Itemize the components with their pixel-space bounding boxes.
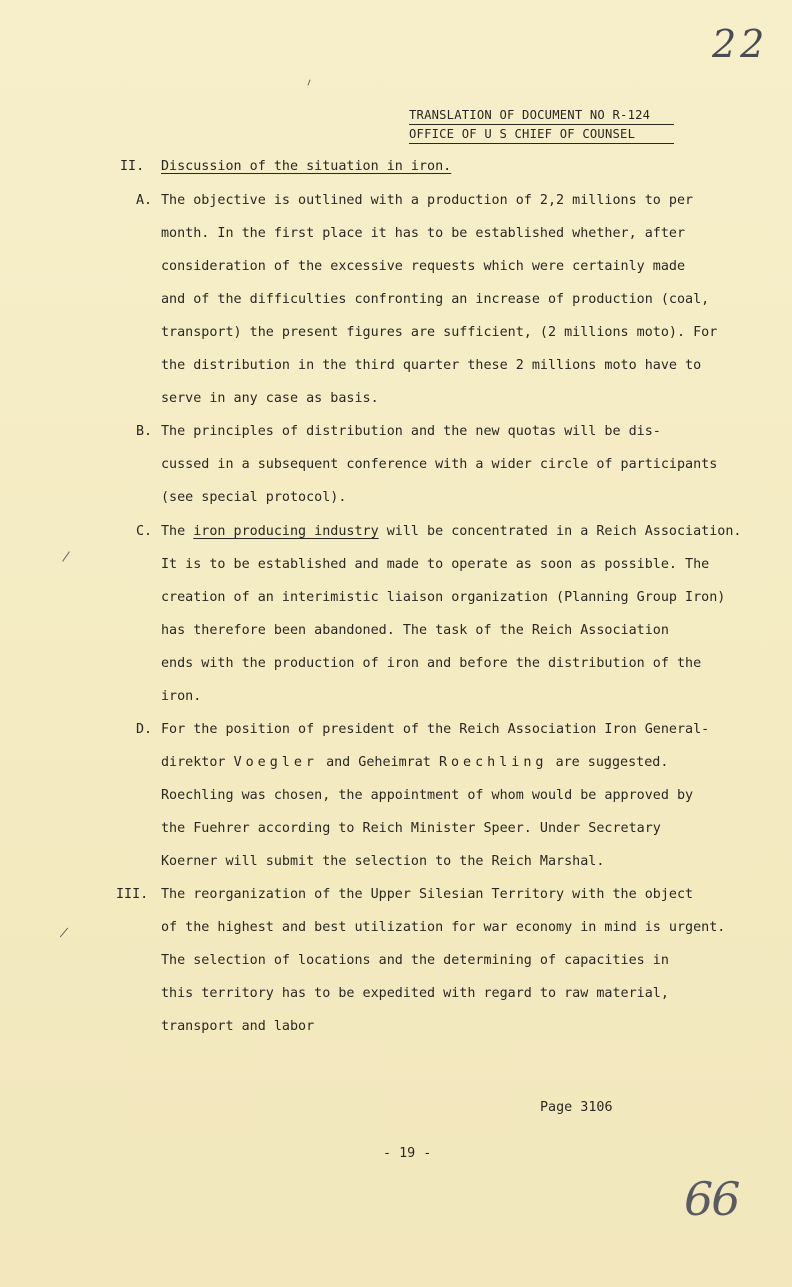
item-d-text: direktor — [161, 755, 226, 770]
handwritten-page-number-bottom: 66 — [684, 1172, 739, 1226]
section-iii-line: this territory has to be expedited with regard to raw material, — [161, 986, 669, 1001]
name-roechling: Roechling — [438, 755, 548, 770]
item-a-line: and of the difficulties confronting an increase of production (coal, — [161, 292, 710, 307]
item-c-text: The — [161, 524, 186, 539]
header-line-1: TRANSLATION OF DOCUMENT NO R-124 — [409, 108, 651, 122]
section-ii-label: II. — [120, 159, 145, 174]
handwritten-page-number-top: 22 — [712, 22, 769, 66]
item-c-line: creation of an interimistic liaison organization (Planning Group Iron) — [161, 590, 726, 605]
item-d-text: are suggested. — [555, 755, 669, 770]
item-a-line: serve in any case as basis. — [161, 391, 379, 406]
section-iii-label: III. — [116, 887, 149, 902]
item-a-label: A. — [136, 193, 153, 208]
item-c-line — [161, 522, 741, 542]
margin-mark — [62, 551, 70, 561]
document-header — [409, 107, 674, 145]
item-a-line: month. In the first place it has to be established whether, after — [161, 226, 686, 241]
item-a-line: The objective is outlined with a production of 2,2 millions to per — [161, 193, 694, 208]
section-ii-heading: Discussion of the situation in iron. — [161, 159, 452, 174]
item-b-line: (see special protocol). — [161, 490, 347, 505]
item-b-line: The principles of distribution and the new quotas will be dis- — [161, 424, 661, 439]
item-b-line: cussed in a subsequent conference with a wider circle of participants — [161, 457, 718, 472]
margin-mark — [60, 928, 68, 938]
item-b-label: B. — [136, 424, 153, 439]
section-iii-line: of the highest and best utilization for war economy in mind is urgent. — [161, 920, 726, 935]
item-a-line: transport) the present figures are sufficient, (2 millions moto). For — [161, 325, 718, 340]
folio-number: - 19 - — [383, 1146, 432, 1161]
header-rule — [409, 124, 674, 125]
item-c-line: ends with the production of iron and before the distribution of the — [161, 656, 702, 671]
item-c-line: It is to be established and made to operate as soon as possible. The — [161, 557, 710, 572]
item-a-line: consideration of the excessive requests which were certainly made — [161, 259, 686, 274]
header-rule — [409, 143, 674, 144]
item-d-line: Roechling was chosen, the appointment of whom would be approved by — [161, 788, 694, 803]
name-voegler: Voegler — [233, 755, 318, 770]
item-c-label: C. — [136, 524, 153, 539]
iron-producing-industry-emphasis: iron producing industry — [193, 524, 379, 539]
item-d-label: D. — [136, 722, 153, 737]
item-a-line: the distribution in the third quarter these 2 millions moto have to — [161, 358, 702, 373]
section-iii-line: transport and labor — [161, 1019, 315, 1034]
header-line-2: OFFICE OF U S CHIEF OF COUNSEL — [409, 127, 636, 141]
item-d-line — [161, 753, 668, 773]
item-d-line: For the position of president of the Reich Association Iron General- — [161, 722, 710, 737]
item-c-line: has therefore been abandoned. The task of the Reich Association — [161, 623, 669, 638]
item-d-text: and Geheimrat — [326, 755, 431, 770]
item-c-line: iron. — [161, 689, 202, 704]
item-c-text: will be concentrated in a Reich Association. — [386, 524, 742, 539]
page-label: Page 3106 — [540, 1100, 613, 1115]
item-d-line: the Fuehrer according to Reich Minister Speer. Under Secretary — [161, 821, 661, 836]
section-iii-line: The reorganization of the Upper Silesian Territory with the object — [161, 887, 694, 902]
item-d-line: Koerner will submit the selection to the Reich Marshal. — [161, 854, 605, 869]
margin-mark — [308, 80, 311, 86]
section-iii-line: The selection of locations and the determining of capacities in — [161, 953, 669, 968]
